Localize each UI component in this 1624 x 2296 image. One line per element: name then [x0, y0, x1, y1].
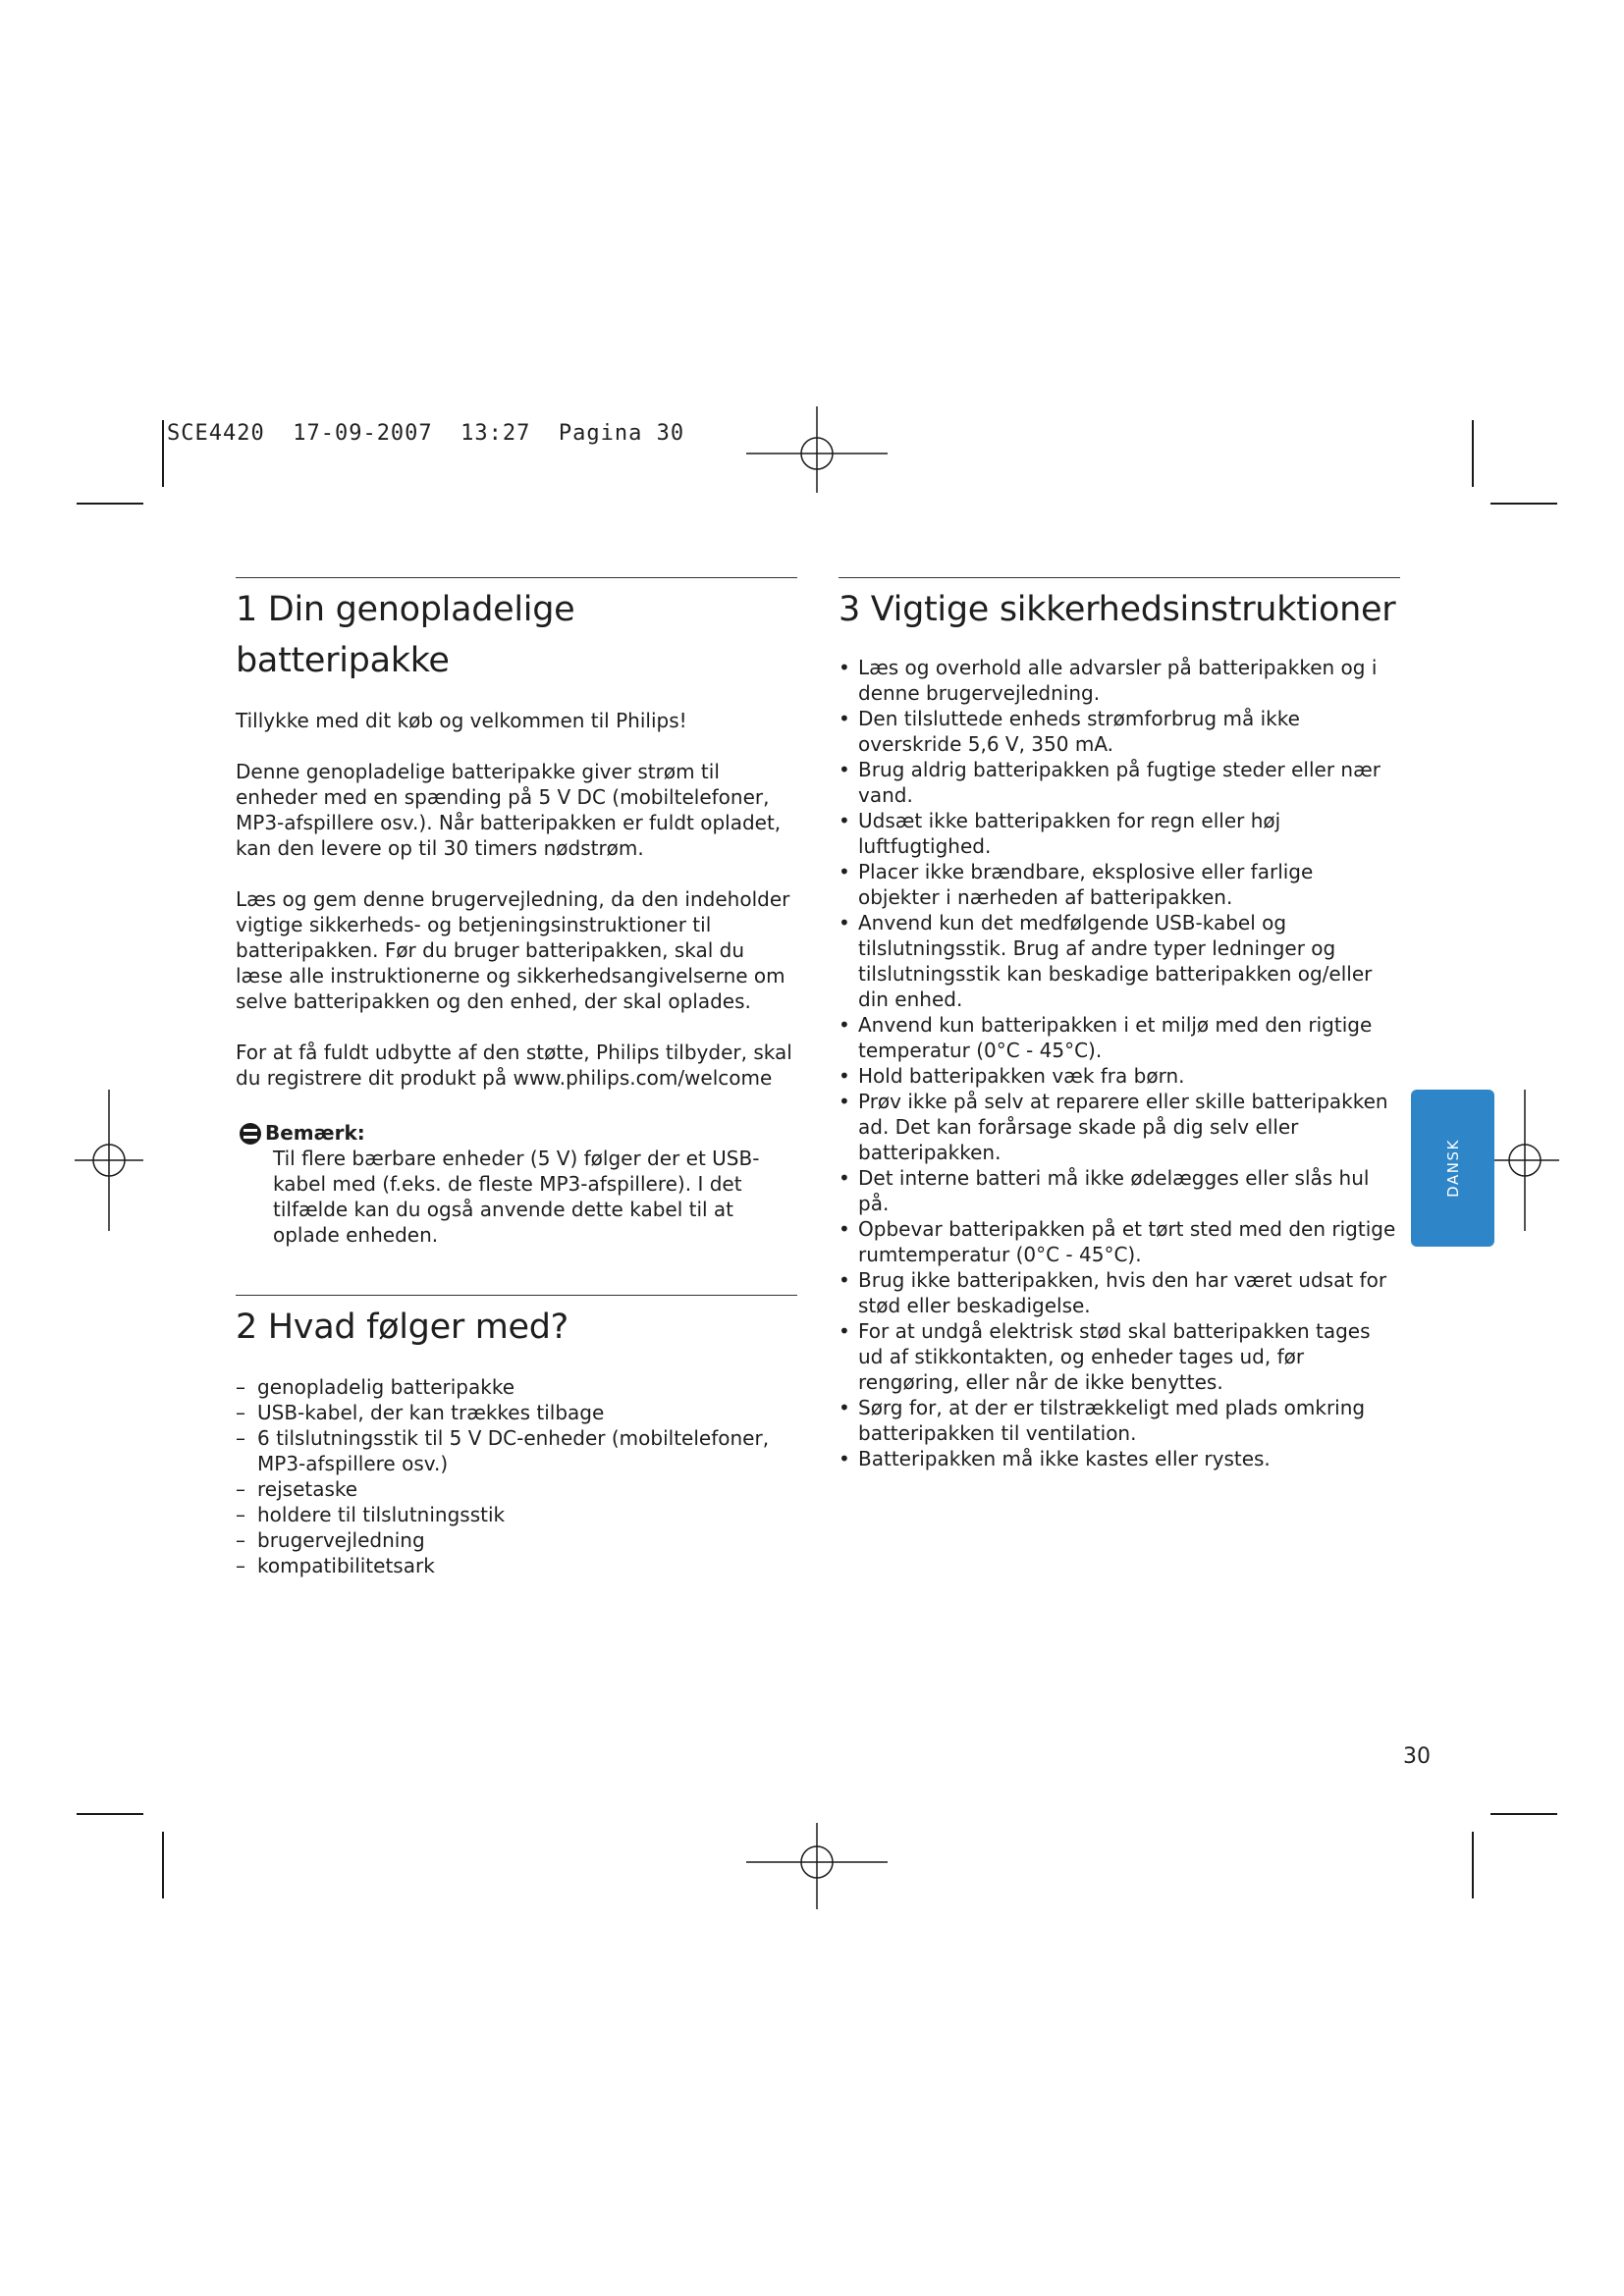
list-item: – brugervejledning: [236, 1527, 797, 1553]
left-column: [236, 577, 797, 1578]
note-text: Til flere bærbare enheder (5 V) følger der et USB-kabel med (f.eks. de fleste MP3-afspillere). I det tilfælde kan du også anvende dette kabel til at oplade enheden.: [273, 1147, 760, 1247]
crop-mark-top-right-vertical: [1472, 420, 1474, 487]
crop-mark-bottom-left-horizontal: [77, 1813, 143, 1815]
intro-paragraph: Tillykke med dit køb og velkommen til Philips!: [236, 709, 687, 732]
note-icon: [240, 1123, 261, 1145]
section-1-heading: 1 Din genopladelige batteripakke: [236, 590, 575, 680]
crop-mark-bottom-right-horizontal: [1490, 1813, 1557, 1815]
list-item: • Brug aldrig batteripakken på fugtige steder eller nær vand.: [839, 757, 1400, 808]
section-safety-instructions: [839, 577, 1400, 1471]
list-item: • Sørg for, at der er tilstrækkeligt med plads omkring batteripakken til ventilation.: [839, 1395, 1400, 1446]
list-item: • Udsæt ikke batteripakken for regn eller høj luftfugtighed.: [839, 808, 1400, 859]
list-item: • Opbevar batteripakken på et tørt sted med den rigtige rumtemperatur (0°C - 45°C).: [839, 1216, 1400, 1267]
note-title: Bemærk:: [265, 1121, 365, 1145]
safety-instructions-list: [839, 655, 1400, 1471]
list-item: • Prøv ikke på selv at reparere eller skille batteripakken ad. Det kan forårsage skade på dig selv eller batteripakken.: [839, 1089, 1400, 1165]
section-rechargeable-battery-pack: [236, 577, 797, 1248]
crop-mark-bottom-left-vertical: [162, 1832, 164, 1898]
section-whats-included: [236, 1295, 797, 1578]
crop-mark-top-left-horizontal: [77, 503, 143, 505]
registration-mark-left-icon: [75, 1090, 143, 1231]
registration-mark-right-icon: [1490, 1090, 1559, 1231]
list-item: – kompatibilitetsark: [236, 1553, 797, 1578]
list-item: • Læs og overhold alle advarsler på batteripakken og i denne brugervejledning.: [839, 655, 1400, 706]
list-item: • Det interne batteri må ikke ødelægges eller slås hul på.: [839, 1165, 1400, 1216]
list-item: – holdere til tilslutningsstik: [236, 1502, 797, 1527]
language-tab-label: DANSK: [1443, 1139, 1462, 1198]
language-tab: [1411, 1090, 1494, 1247]
list-item: • Anvend kun det medfølgende USB-kabel og tilslutningsstik. Brug af andre typer ledninger og tilslutningsstik kan beskadige batteripakken og/eller din enhed.: [839, 910, 1400, 1012]
slug-page: Pagina 30: [558, 421, 685, 446]
page-number: 30: [1403, 1744, 1431, 1769]
registration-paragraph: For at få fuldt udbytte af den støtte, Philips tilbyder, skal du registrere dit produkt på www.philips.com/welcome: [236, 1041, 792, 1090]
list-item: • Batteripakken må ikke kastes eller rystes.: [839, 1446, 1400, 1471]
crop-mark-top-left-vertical: [162, 420, 164, 487]
section-2-heading: 2 Hvad følger med?: [236, 1308, 568, 1347]
print-slug: [167, 421, 684, 446]
list-item: – USB-kabel, der kan trækkes tilbage: [236, 1400, 797, 1425]
included-items-list: [236, 1374, 797, 1578]
list-item: • Anvend kun batteripakken i et miljø med den rigtige temperatur (0°C - 45°C).: [839, 1012, 1400, 1063]
section-3-heading: 3 Vigtige sikkerhedsinstruktioner: [839, 590, 1396, 629]
slug-time: 13:27: [460, 421, 531, 446]
list-item: – genopladelig batteripakke: [236, 1374, 797, 1400]
list-item: • Brug ikke batteripakken, hvis den har været udsat for stød eller beskadigelse.: [839, 1267, 1400, 1318]
list-item: • Den tilsluttede enheds strømforbrug må ikke overskride 5,6 V, 350 mA.: [839, 706, 1400, 757]
list-item: • Placer ikke brændbare, eksplosive eller farlige objekter i nærheden af batteripakken.: [839, 859, 1400, 910]
description-paragraph: Denne genopladelige batteripakke giver strøm til enheder med en spænding på 5 V DC (mobiltelefoner, MP3-afspillere osv.). Når batteripakken er fuldt opladet, kan den levere op til 30 timers nødstrøm.: [236, 760, 782, 860]
list-item: • Hold batteripakken væk fra børn.: [839, 1063, 1400, 1089]
registration-mark-bottom-icon: [746, 1823, 888, 1909]
list-item: • For at undgå elektrisk stød skal batteripakken tages ud af stikkontakten, og enheder tages ud, før rengøring, eller når de ikke benyttes.: [839, 1318, 1400, 1395]
slug-file: SCE4420: [167, 421, 265, 446]
slug-date: 17-09-2007: [293, 421, 433, 446]
crop-mark-top-right-horizontal: [1490, 503, 1557, 505]
instructions-paragraph: Læs og gem denne brugervejledning, da den indeholder vigtige sikkerheds- og betjeningsinstruktioner til batteripakken. Før du bruger batteripakken, skal du læse alle instruktionerne og sikkerhedsangivelserne om selve batteripakken og den enhed, der skal oplades.: [236, 887, 790, 1013]
registration-mark-top-icon: [746, 406, 888, 493]
list-item: – rejsetaske: [236, 1476, 797, 1502]
crop-mark-bottom-right-vertical: [1472, 1832, 1474, 1898]
right-column: [839, 577, 1400, 1471]
list-item: – 6 tilslutningsstik til 5 V DC-enheder (mobiltelefoner, MP3-afspillere osv.): [236, 1425, 797, 1476]
note-box: [236, 1120, 797, 1248]
